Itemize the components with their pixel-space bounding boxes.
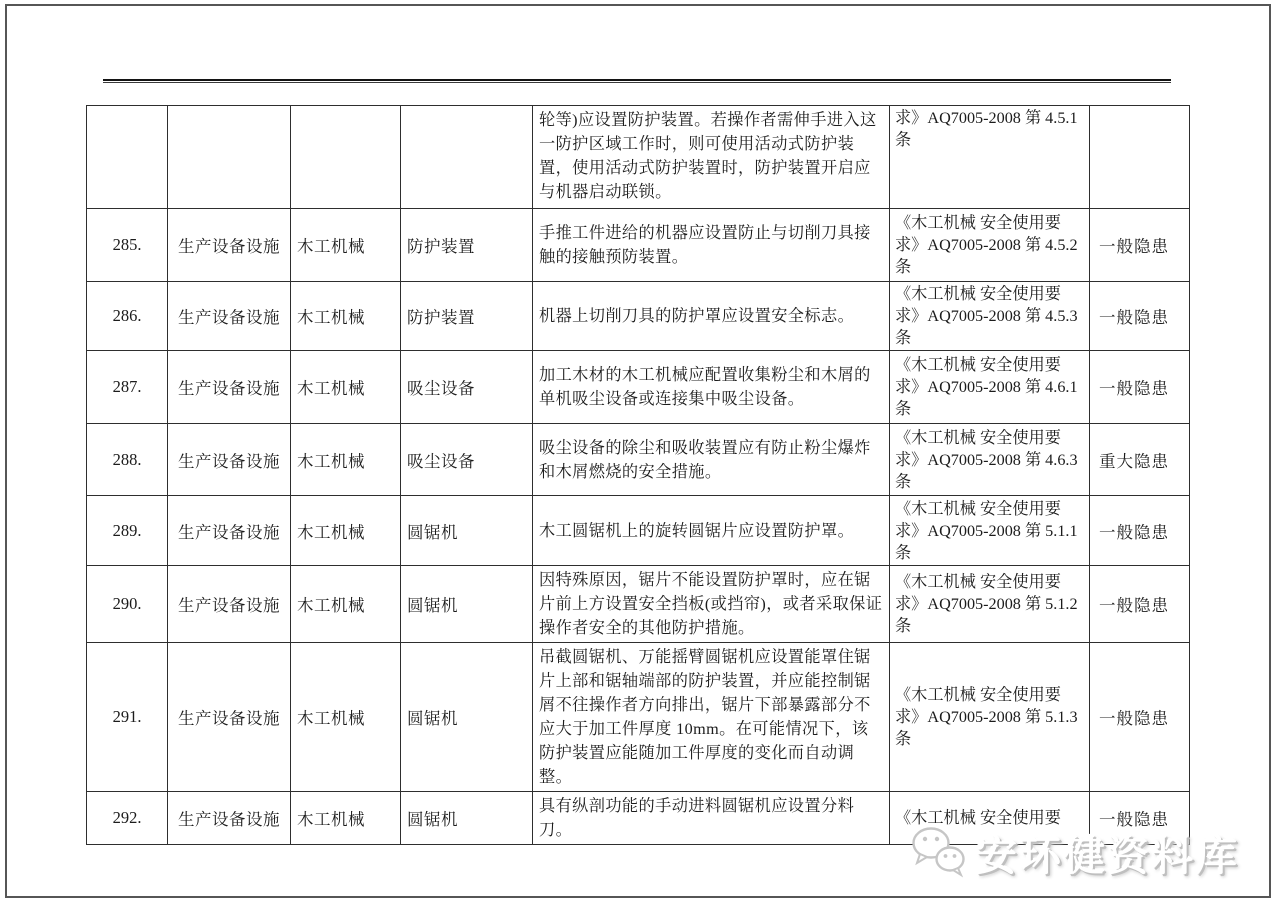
table-row	[87, 106, 1190, 209]
cell-item: 吸尘设备	[401, 351, 533, 424]
cell-no: 292.	[87, 792, 168, 845]
cell-reference: 《木工机械 安全使用要求》AQ7005-2008 第 5.1.3 条	[890, 643, 1090, 792]
cell-subcategory: 木工机械	[291, 424, 401, 496]
table-row	[87, 209, 1190, 282]
cell-reference: 《木工机械 安全使用要求》AQ7005-2008 第 5.1.2 条	[890, 566, 1090, 643]
cell-description: 具有纵剖功能的手动进料圆锯机应设置分料刀。	[533, 792, 890, 845]
cell-hazard: 一般隐患	[1090, 282, 1190, 351]
cell-no: 288.	[87, 424, 168, 496]
cell-category: 生产设备设施	[168, 282, 291, 351]
cell-reference: 《木工机械 安全使用要求》AQ7005-2008 第 4.5.2 条	[890, 209, 1090, 282]
cell-subcategory: 木工机械	[291, 282, 401, 351]
cell-subcategory	[291, 106, 401, 209]
table-row	[87, 424, 1190, 496]
cell-subcategory: 木工机械	[291, 351, 401, 424]
header-rule	[103, 79, 1171, 83]
cell-hazard: 一般隐患	[1090, 643, 1190, 792]
cell-subcategory: 木工机械	[291, 496, 401, 566]
table-row	[87, 496, 1190, 566]
cell-category	[168, 106, 291, 209]
cell-reference: 《木工机械 安全使用要求》AQ7005-2008 第 5.1.1 条	[890, 496, 1090, 566]
cell-no: 289.	[87, 496, 168, 566]
cell-hazard: 一般隐患	[1090, 792, 1190, 845]
table-row	[87, 282, 1190, 351]
cell-hazard	[1090, 106, 1190, 209]
cell-item: 圆锯机	[401, 566, 533, 643]
cell-hazard: 重大隐患	[1090, 424, 1190, 496]
cell-category: 生产设备设施	[168, 209, 291, 282]
cell-no: 290.	[87, 566, 168, 643]
cell-reference: 求》AQ7005-2008 第 4.5.1 条	[890, 106, 1090, 209]
cell-description: 轮等)应设置防护装置。若操作者需伸手进入这一防护区域工作时，则可使用活动式防护装置，使用活动式防护装置时，防护装置开启应与机器启动联锁。	[533, 106, 890, 209]
cell-hazard: 一般隐患	[1090, 566, 1190, 643]
cell-description: 加工木材的木工机械应配置收集粉尘和木屑的单机吸尘设备或连接集中吸尘设备。	[533, 351, 890, 424]
cell-item: 圆锯机	[401, 792, 533, 845]
cell-no: 291.	[87, 643, 168, 792]
cell-description: 吸尘设备的除尘和吸收装置应有防止粉尘爆炸和木屑燃烧的安全措施。	[533, 424, 890, 496]
cell-category: 生产设备设施	[168, 351, 291, 424]
cell-item: 圆锯机	[401, 643, 533, 792]
cell-reference: 《木工机械 安全使用要求》AQ7005-2008 第 4.6.3 条	[890, 424, 1090, 496]
cell-category: 生产设备设施	[168, 643, 291, 792]
cell-description: 吊截圆锯机、万能摇臂圆锯机应设置能罩住锯片上部和锯轴端部的防护装置，并应能控制锯屑不往操作者方向排出，锯片下部暴露部分不应大于加工件厚度 10mm。在可能情况下，该防护装置应能随加工件厚度的变化而自动调整。	[533, 643, 890, 792]
hazard-checklist-table	[86, 105, 1190, 845]
cell-no: 286.	[87, 282, 168, 351]
cell-no: 285.	[87, 209, 168, 282]
cell-item: 防护装置	[401, 209, 533, 282]
cell-description: 机器上切削刀具的防护罩应设置安全标志。	[533, 282, 890, 351]
cell-category: 生产设备设施	[168, 792, 291, 845]
cell-no: 287.	[87, 351, 168, 424]
table-row	[87, 792, 1190, 845]
cell-hazard: 一般隐患	[1090, 351, 1190, 424]
cell-subcategory: 木工机械	[291, 209, 401, 282]
cell-description: 因特殊原因，锯片不能设置防护罩时，应在锯片前上方设置安全挡板(或挡帘)，或者采取保证操作者安全的其他防护措施。	[533, 566, 890, 643]
cell-reference: 《木工机械 安全使用要求》AQ7005-2008 第 4.6.1 条	[890, 351, 1090, 424]
watermark-brand-text: 安环健资料库	[976, 832, 1240, 879]
cell-item: 防护装置	[401, 282, 533, 351]
cell-item: 吸尘设备	[401, 424, 533, 496]
cell-hazard: 一般隐患	[1090, 209, 1190, 282]
cell-subcategory: 木工机械	[291, 566, 401, 643]
cell-reference: 《木工机械 安全使用要求》AQ7005-2008 第 4.5.3 条	[890, 282, 1090, 351]
cell-description: 木工圆锯机上的旋转圆锯片应设置防护罩。	[533, 496, 890, 566]
cell-category: 生产设备设施	[168, 424, 291, 496]
cell-category: 生产设备设施	[168, 566, 291, 643]
table-row	[87, 351, 1190, 424]
table-row	[87, 643, 1190, 792]
cell-hazard: 一般隐患	[1090, 496, 1190, 566]
cell-item: 圆锯机	[401, 496, 533, 566]
cell-description: 手推工件进给的机器应设置防止与切削刀具接触的接触预防装置。	[533, 209, 890, 282]
cell-category: 生产设备设施	[168, 496, 291, 566]
cell-no	[87, 106, 168, 209]
table-row	[87, 566, 1190, 643]
cell-reference: 《木工机械 安全使用要	[890, 792, 1090, 845]
cell-subcategory: 木工机械	[291, 792, 401, 845]
cell-item	[401, 106, 533, 209]
cell-subcategory: 木工机械	[291, 643, 401, 792]
